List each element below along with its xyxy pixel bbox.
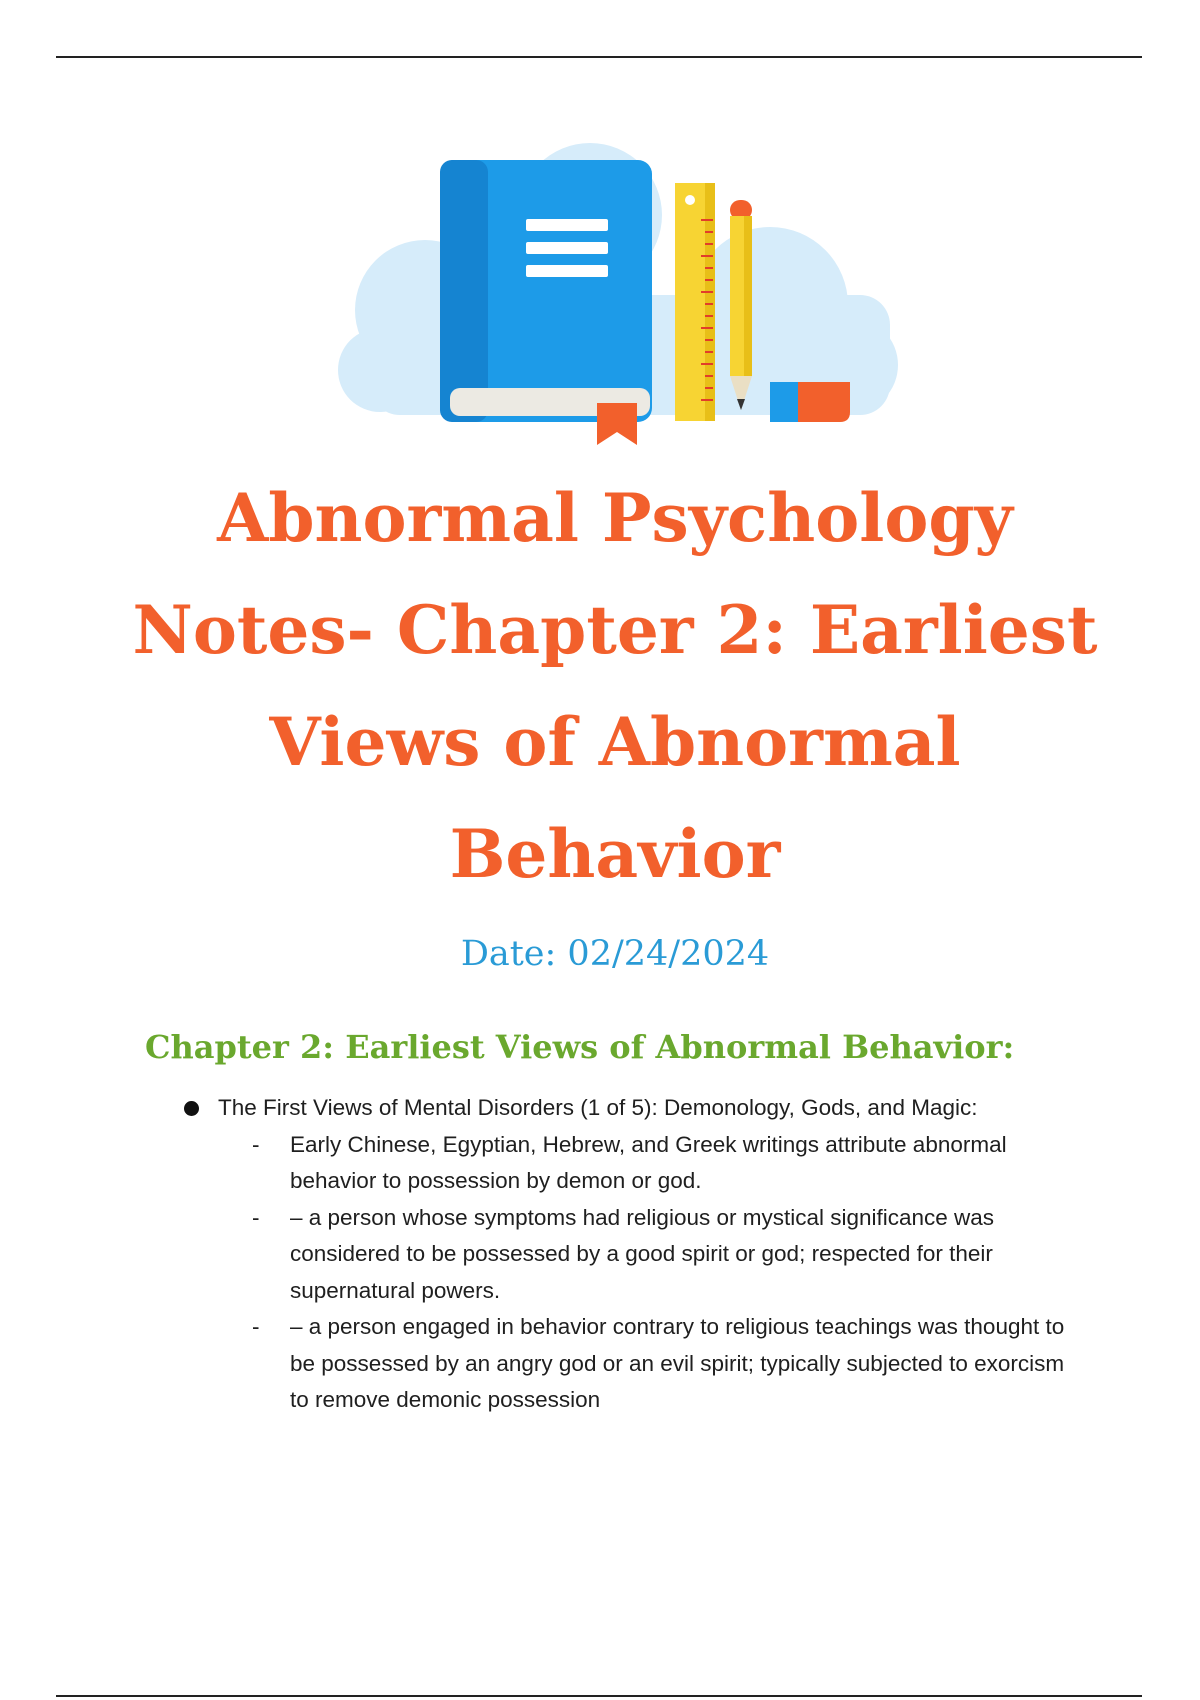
notes-list bbox=[180, 1090, 1080, 1419]
top-divider bbox=[56, 56, 1142, 58]
chapter-heading: Chapter 2: Earliest Views of Abnormal Behavior: bbox=[145, 1028, 1015, 1066]
sub-item-text: – a person whose symptoms had religious or mystical significance was considered to be possessed by a good spirit or god; respected for their supernatural powers. bbox=[290, 1204, 995, 1303]
bottom-divider bbox=[56, 1695, 1142, 1697]
dash-marker: - bbox=[252, 1314, 260, 1339]
sub-item-text: Early Chinese, Egyptian, Hebrew, and Greek writings attribute abnormal behavior to possession by demon or god. bbox=[290, 1131, 1007, 1193]
date-label: Date: 02/24/2024 bbox=[460, 934, 770, 974]
page-title: Abnormal Psychology Notes- Chapter 2: Earliest Views of Abnormal Behavior bbox=[132, 479, 1098, 893]
study-illustration bbox=[330, 120, 910, 460]
sub-list-item bbox=[180, 1200, 1080, 1310]
dash-marker: - bbox=[252, 1131, 260, 1157]
sub-list bbox=[180, 1127, 1080, 1419]
dash-marker: - bbox=[252, 1204, 260, 1230]
bullet-text: The First Views of Mental Disorders (1 of 5): Demonology, Gods, and Magic: bbox=[218, 1095, 978, 1120]
book-icon bbox=[440, 160, 652, 422]
bullet-icon bbox=[184, 1101, 199, 1116]
sub-list-item bbox=[180, 1127, 1080, 1200]
bullet-item bbox=[180, 1090, 1080, 1127]
ruler-icon bbox=[675, 183, 715, 421]
eraser-icon bbox=[770, 382, 850, 422]
bookmark-icon bbox=[597, 403, 637, 445]
sub-item-text: – a person engaged in behavior contrary to religious teachings was thought to be possessed by an angry god or an evil spirit; typically subjected to exorcism to remove demonic possession bbox=[290, 1314, 1065, 1412]
sub-list-item bbox=[180, 1309, 1080, 1419]
pencil-icon bbox=[730, 200, 752, 410]
